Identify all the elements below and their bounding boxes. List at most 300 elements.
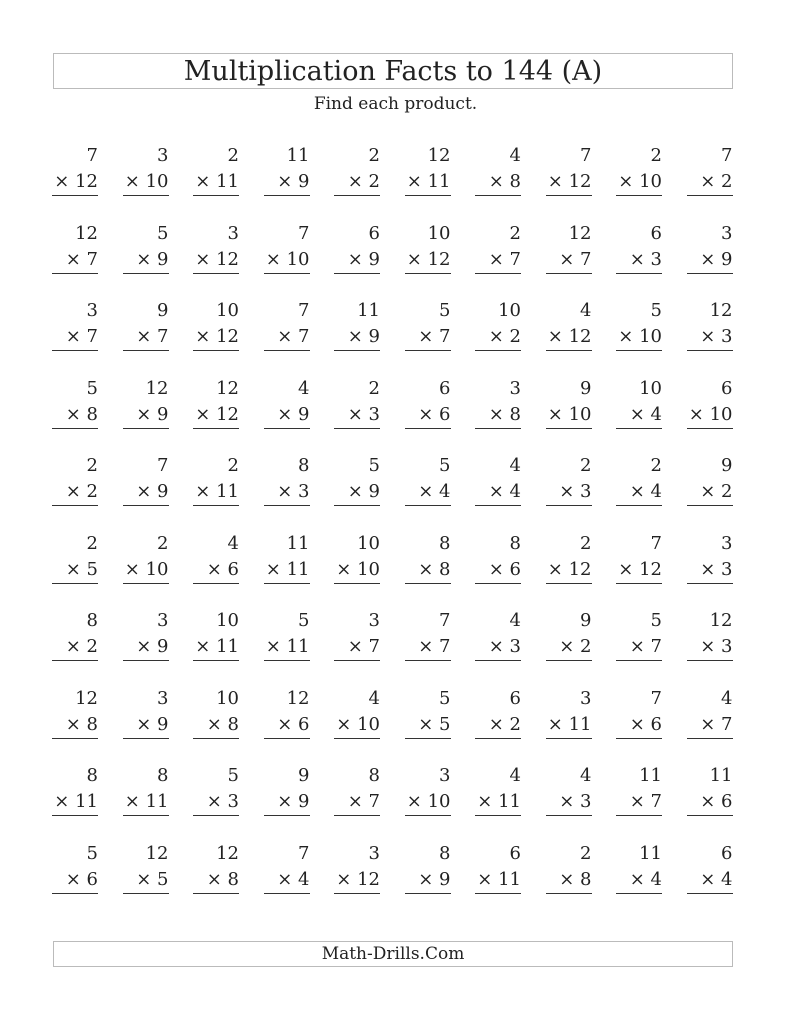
problem-item <box>123 534 169 586</box>
answer-line <box>405 428 451 429</box>
problem-item <box>475 844 521 896</box>
answer-line <box>405 350 451 351</box>
problem-top-number: 6 <box>650 222 662 244</box>
footer-box <box>53 941 733 967</box>
problem-top-number: 4 <box>580 300 592 321</box>
problem-top-number: 8 <box>509 532 521 554</box>
problem-multiplier: × 11 <box>547 713 592 735</box>
answer-line <box>546 428 592 429</box>
problem-item <box>123 301 169 353</box>
problem-top-number: 4 <box>298 377 310 399</box>
problem-top-number: 11 <box>639 842 662 864</box>
problem-top-number: 4 <box>509 145 521 166</box>
problem-item <box>687 224 733 276</box>
problem-top-number: 3 <box>509 377 521 399</box>
answer-line <box>546 660 592 661</box>
problem-top-number: 10 <box>498 300 521 321</box>
answer-line <box>546 815 592 816</box>
answer-line <box>334 893 380 894</box>
problem-item <box>405 844 451 896</box>
problem-multiplier: × 11 <box>477 868 521 890</box>
problem-multiplier: × 4 <box>629 481 662 502</box>
problem-multiplier: × 7 <box>277 326 310 347</box>
problem-item <box>193 534 239 586</box>
problem-multiplier: × 6 <box>206 558 239 580</box>
problem-top-number: 7 <box>298 300 310 321</box>
problem-multiplier: × 6 <box>277 713 310 735</box>
problem-item <box>405 379 451 431</box>
problem-top-number: 8 <box>439 842 451 864</box>
problem-multiplier: × 5 <box>418 713 451 735</box>
problem-multiplier: × 7 <box>347 636 380 657</box>
problem-multiplier: × 9 <box>136 636 169 657</box>
problem-multiplier: × 9 <box>418 868 451 890</box>
problem-item <box>193 844 239 896</box>
problem-item <box>475 379 521 431</box>
problem-multiplier: × 2 <box>700 481 733 502</box>
problem-item <box>687 456 733 508</box>
problem-multiplier: × 3 <box>277 481 310 502</box>
answer-line <box>616 195 662 196</box>
problem-item <box>264 611 310 663</box>
problem-top-number: 11 <box>709 765 733 786</box>
answer-line <box>687 660 733 661</box>
problem-multiplier: × 11 <box>477 791 521 812</box>
problem-multiplier: × 10 <box>265 248 310 270</box>
problem-top-number: 6 <box>439 377 451 399</box>
problem-multiplier: × 12 <box>195 248 239 270</box>
problem-top-number: 7 <box>298 842 310 864</box>
problem-top-number: 5 <box>86 377 98 399</box>
problem-item <box>264 689 310 741</box>
problem-item <box>546 224 592 276</box>
problem-multiplier: × 2 <box>559 636 592 657</box>
problem-multiplier: × 10 <box>688 403 733 425</box>
problem-multiplier: × 6 <box>488 558 521 580</box>
problem-multiplier: × 11 <box>195 636 239 657</box>
problem-multiplier: × 3 <box>700 558 733 580</box>
problem-top-number: 11 <box>286 532 310 554</box>
answer-line <box>475 815 521 816</box>
problem-multiplier: × 9 <box>136 713 169 735</box>
problem-item <box>546 456 592 508</box>
problem-multiplier: × 11 <box>54 791 98 812</box>
problem-top-number: 4 <box>509 455 521 476</box>
problem-multiplier: × 7 <box>418 326 451 347</box>
problem-item <box>687 766 733 818</box>
problem-top-number: 3 <box>86 300 98 321</box>
problem-multiplier: × 12 <box>406 248 451 270</box>
answer-line <box>616 273 662 274</box>
instructions: Find each product. <box>313 94 478 114</box>
answer-line <box>616 815 662 816</box>
problem-top-number: 10 <box>357 532 380 554</box>
problem-multiplier: × 3 <box>559 791 592 812</box>
problem-item <box>123 224 169 276</box>
problem-item <box>475 689 521 741</box>
problem-multiplier: × 4 <box>418 481 451 502</box>
problem-multiplier: × 9 <box>136 248 169 270</box>
problem-top-number: 12 <box>75 222 98 244</box>
problem-top-number: 4 <box>509 610 521 631</box>
problem-multiplier: × 10 <box>618 326 662 347</box>
answer-line <box>687 815 733 816</box>
problem-item <box>405 689 451 741</box>
problem-item <box>334 379 380 431</box>
problem-top-number: 3 <box>227 222 239 244</box>
answer-line <box>264 583 310 584</box>
problem-multiplier: × 9 <box>347 248 380 270</box>
problem-multiplier: × 10 <box>124 558 169 580</box>
answer-line <box>123 428 169 429</box>
problem-item <box>616 224 662 276</box>
problem-multiplier: × 11 <box>195 481 239 502</box>
answer-line <box>687 505 733 506</box>
problem-item <box>334 456 380 508</box>
answer-line <box>123 583 169 584</box>
problem-multiplier: × 2 <box>347 171 380 192</box>
problem-top-number: 5 <box>227 765 239 786</box>
problem-top-number: 2 <box>157 532 169 554</box>
problem-top-number: 2 <box>368 145 380 166</box>
problem-top-number: 12 <box>216 377 239 399</box>
problem-item <box>264 456 310 508</box>
problem-multiplier: × 12 <box>547 326 592 347</box>
problem-top-number: 5 <box>650 610 662 631</box>
problem-top-number: 7 <box>650 687 662 709</box>
problem-multiplier: × 11 <box>124 791 169 812</box>
problem-top-number: 5 <box>157 222 169 244</box>
problem-item <box>123 379 169 431</box>
problem-top-number: 2 <box>580 455 592 476</box>
problem-multiplier: × 2 <box>488 326 521 347</box>
problem-multiplier: × 3 <box>559 481 592 502</box>
answer-line <box>123 195 169 196</box>
answer-line <box>123 738 169 739</box>
problem-top-number: 11 <box>357 300 380 321</box>
problem-item <box>52 301 98 353</box>
problem-top-number: 9 <box>580 377 592 399</box>
problem-top-number: 9 <box>157 300 169 321</box>
problem-multiplier: × 9 <box>277 171 310 192</box>
answer-line <box>334 428 380 429</box>
answer-line <box>264 738 310 739</box>
problem-item <box>616 379 662 431</box>
answer-line <box>475 195 521 196</box>
problem-top-number: 5 <box>439 300 451 321</box>
answer-line <box>264 428 310 429</box>
problem-item <box>52 611 98 663</box>
problem-top-number: 7 <box>721 145 733 166</box>
answer-line <box>193 815 239 816</box>
problem-multiplier: × 9 <box>700 248 733 270</box>
problem-multiplier: × 10 <box>336 713 380 735</box>
problem-multiplier: × 12 <box>547 171 592 192</box>
problem-item <box>193 379 239 431</box>
answer-line <box>264 505 310 506</box>
problem-top-number: 2 <box>509 222 521 244</box>
problem-item <box>193 689 239 741</box>
problem-multiplier: × 12 <box>195 403 239 425</box>
problem-multiplier: × 4 <box>629 403 662 425</box>
problem-multiplier: × 11 <box>195 171 239 192</box>
answer-line <box>123 893 169 894</box>
problem-top-number: 8 <box>86 610 98 631</box>
problem-multiplier: × 7 <box>559 248 592 270</box>
problem-multiplier: × 2 <box>700 171 733 192</box>
problem-item <box>475 611 521 663</box>
problem-item <box>687 534 733 586</box>
problem-multiplier: × 3 <box>347 403 380 425</box>
problem-top-number: 6 <box>721 377 733 399</box>
problem-item <box>52 689 98 741</box>
problem-top-number: 5 <box>439 687 451 709</box>
problem-multiplier: × 8 <box>65 403 98 425</box>
problem-item <box>475 301 521 353</box>
problem-item <box>123 689 169 741</box>
problem-multiplier: × 3 <box>629 248 662 270</box>
problem-multiplier: × 2 <box>65 481 98 502</box>
problem-top-number: 5 <box>298 610 310 631</box>
problem-top-number: 12 <box>427 145 451 166</box>
problem-top-number: 12 <box>709 610 733 631</box>
problem-item <box>123 146 169 198</box>
answer-line <box>616 893 662 894</box>
problem-item <box>546 689 592 741</box>
answer-line <box>546 505 592 506</box>
problem-top-number: 10 <box>427 222 451 244</box>
problem-top-number: 7 <box>650 532 662 554</box>
answer-line <box>52 505 98 506</box>
problem-item <box>264 301 310 353</box>
answer-line <box>52 195 98 196</box>
answer-line <box>475 583 521 584</box>
problem-multiplier: × 3 <box>700 636 733 657</box>
answer-line <box>52 660 98 661</box>
answer-line <box>52 350 98 351</box>
problem-top-number: 4 <box>509 765 521 786</box>
problem-item <box>616 301 662 353</box>
problem-multiplier: × 9 <box>277 403 310 425</box>
problem-multiplier: × 12 <box>54 171 98 192</box>
problem-top-number: 9 <box>298 765 310 786</box>
problem-top-number: 7 <box>157 455 169 476</box>
problem-multiplier: × 11 <box>265 558 310 580</box>
problem-item <box>334 301 380 353</box>
problem-multiplier: × 7 <box>629 636 662 657</box>
problem-item <box>546 301 592 353</box>
problem-item <box>334 689 380 741</box>
problem-multiplier: × 4 <box>700 868 733 890</box>
problem-top-number: 9 <box>580 610 592 631</box>
problem-top-number: 6 <box>509 842 521 864</box>
problem-multiplier: × 9 <box>277 791 310 812</box>
problem-item <box>52 844 98 896</box>
answer-line <box>546 583 592 584</box>
problem-item <box>687 689 733 741</box>
answer-line <box>616 350 662 351</box>
problem-multiplier: × 10 <box>406 791 451 812</box>
answer-line <box>334 660 380 661</box>
problem-top-number: 4 <box>368 687 380 709</box>
answer-line <box>405 195 451 196</box>
problem-item <box>193 456 239 508</box>
problem-item <box>405 146 451 198</box>
answer-line <box>193 273 239 274</box>
problem-top-number: 5 <box>439 455 451 476</box>
problem-multiplier: × 10 <box>336 558 380 580</box>
problem-top-number: 12 <box>75 687 98 709</box>
problem-item <box>616 611 662 663</box>
answer-line <box>546 893 592 894</box>
problem-top-number: 4 <box>721 687 733 709</box>
problem-top-number: 6 <box>721 842 733 864</box>
problem-top-number: 3 <box>439 765 451 786</box>
problem-item <box>193 146 239 198</box>
problem-top-number: 3 <box>721 222 733 244</box>
answer-line <box>687 428 733 429</box>
answer-line <box>687 273 733 274</box>
problem-top-number: 2 <box>650 145 662 166</box>
answer-line <box>475 738 521 739</box>
problem-top-number: 7 <box>580 145 592 166</box>
problem-item <box>264 224 310 276</box>
problem-multiplier: × 7 <box>418 636 451 657</box>
problem-item <box>123 844 169 896</box>
problem-top-number: 12 <box>568 222 592 244</box>
problem-item <box>616 689 662 741</box>
problem-top-number: 8 <box>86 765 98 786</box>
problem-item <box>546 146 592 198</box>
problem-top-number: 8 <box>298 455 310 476</box>
problem-item <box>334 611 380 663</box>
problem-multiplier: × 11 <box>406 171 451 192</box>
problem-item <box>687 611 733 663</box>
answer-line <box>405 815 451 816</box>
answer-line <box>193 350 239 351</box>
answer-line <box>193 738 239 739</box>
problem-item <box>546 611 592 663</box>
problem-item <box>687 146 733 198</box>
problem-item <box>616 766 662 818</box>
answer-line <box>687 738 733 739</box>
problem-top-number: 3 <box>580 687 592 709</box>
answer-line <box>193 583 239 584</box>
problem-multiplier: × 7 <box>65 248 98 270</box>
problem-item <box>52 534 98 586</box>
problem-top-number: 5 <box>368 455 380 476</box>
problem-top-number: 8 <box>368 765 380 786</box>
problem-multiplier: × 10 <box>124 171 169 192</box>
answer-line <box>123 273 169 274</box>
problem-top-number: 6 <box>509 687 521 709</box>
problem-top-number: 3 <box>721 532 733 554</box>
answer-line <box>193 505 239 506</box>
problem-item <box>405 611 451 663</box>
problem-item <box>405 456 451 508</box>
answer-line <box>334 738 380 739</box>
answer-line <box>264 273 310 274</box>
problem-item <box>334 844 380 896</box>
answer-line <box>475 893 521 894</box>
problem-item <box>616 844 662 896</box>
problem-multiplier: × 4 <box>277 868 310 890</box>
problem-item <box>405 534 451 586</box>
answer-line <box>334 505 380 506</box>
answer-line <box>546 195 592 196</box>
problem-top-number: 12 <box>286 687 310 709</box>
problem-item <box>546 379 592 431</box>
answer-line <box>405 660 451 661</box>
page-title: Multiplication Facts to 144 (A) <box>183 55 603 87</box>
answer-line <box>616 738 662 739</box>
answer-line <box>616 660 662 661</box>
problem-multiplier: × 8 <box>206 868 239 890</box>
problem-item <box>546 844 592 896</box>
problem-top-number: 3 <box>157 687 169 709</box>
answer-line <box>123 815 169 816</box>
answer-line <box>52 583 98 584</box>
problem-multiplier: × 7 <box>700 713 733 735</box>
problem-item <box>475 146 521 198</box>
problem-multiplier: × 12 <box>336 868 380 890</box>
answer-line <box>475 273 521 274</box>
problem-top-number: 2 <box>86 532 98 554</box>
answer-line <box>264 660 310 661</box>
problem-multiplier: × 5 <box>136 868 169 890</box>
problem-item <box>687 379 733 431</box>
problem-item <box>616 534 662 586</box>
problem-item <box>264 534 310 586</box>
answer-line <box>193 893 239 894</box>
problem-item <box>193 301 239 353</box>
problem-multiplier: × 12 <box>547 558 592 580</box>
problem-item <box>193 766 239 818</box>
answer-line <box>52 738 98 739</box>
problem-multiplier: × 7 <box>488 248 521 270</box>
problem-item <box>264 766 310 818</box>
problem-multiplier: × 12 <box>195 326 239 347</box>
answer-line <box>475 350 521 351</box>
problem-multiplier: × 2 <box>488 713 521 735</box>
problem-item <box>52 146 98 198</box>
problem-item <box>193 224 239 276</box>
problem-multiplier: × 9 <box>136 403 169 425</box>
answer-line <box>334 815 380 816</box>
problem-multiplier: × 5 <box>65 558 98 580</box>
problem-top-number: 4 <box>227 532 239 554</box>
problem-item <box>123 766 169 818</box>
problem-top-number: 9 <box>721 455 733 476</box>
problem-top-number: 3 <box>157 145 169 166</box>
problem-item <box>193 611 239 663</box>
problem-top-number: 10 <box>639 377 662 399</box>
problem-item <box>123 611 169 663</box>
problem-top-number: 3 <box>157 610 169 631</box>
answer-line <box>193 660 239 661</box>
answer-line <box>405 505 451 506</box>
problem-item <box>687 844 733 896</box>
problem-top-number: 10 <box>216 687 239 709</box>
answer-line <box>123 660 169 661</box>
answer-line <box>334 350 380 351</box>
problem-item <box>52 766 98 818</box>
problem-top-number: 2 <box>580 842 592 864</box>
problem-multiplier: × 11 <box>265 636 310 657</box>
problem-item <box>52 456 98 508</box>
problem-multiplier: × 8 <box>488 171 521 192</box>
problem-top-number: 7 <box>439 610 451 631</box>
